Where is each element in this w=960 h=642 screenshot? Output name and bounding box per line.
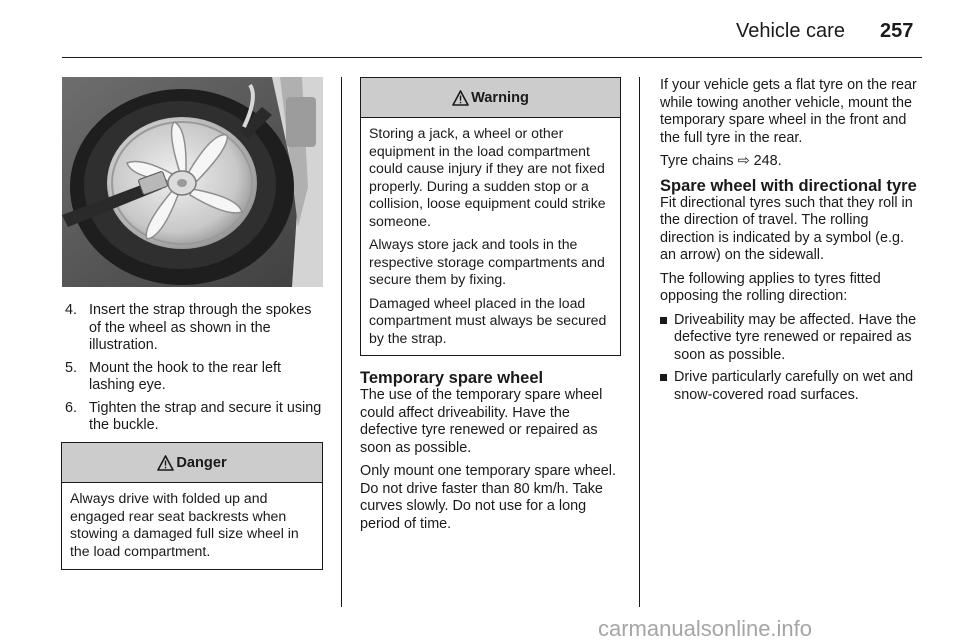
paragraph: Fit directional tyres such that they roll in the direction of travel. The rolling direction is indicated by a symbol (e.g. an arrow) on the sidewall. <box>660 194 913 263</box>
paragraph: The use of the temporary spare wheel could affect driveability. Have the defective tyre renewed or repaired as soon as possible. <box>360 387 603 456</box>
bullet-square-icon <box>660 374 667 381</box>
bullet-text: Drive particularly carefully on wet and snow-covered road surfaces. <box>674 369 914 403</box>
warning-triangle-icon <box>157 455 174 471</box>
list-item <box>62 302 324 355</box>
step-text: Mount the hook to the rear left lashing eye. <box>89 359 281 393</box>
warning-title: Warning <box>471 89 529 106</box>
list-item <box>660 369 922 404</box>
danger-text: Always drive with folded up and engaged rear seat backrests when stowing a damaged full size wheel in the load compartment. <box>70 490 299 559</box>
watermark: carmanualsonline.info <box>598 616 813 641</box>
cross-reference <box>660 153 922 171</box>
list-item <box>62 360 324 395</box>
spare-wheel-photo <box>62 77 323 287</box>
list-item <box>62 400 324 435</box>
paragraph: The following applies to tyres fitted opposing the rolling direction: <box>660 270 881 304</box>
bullet-list <box>660 312 922 405</box>
section-title: Vehicle care <box>736 20 845 42</box>
column-divider <box>341 77 342 607</box>
warning-paragraph: Damaged wheel placed in the load compartment must always be secured by the strap. <box>369 294 607 346</box>
page-header <box>0 0 960 60</box>
page-reference-icon: ⇨ <box>737 153 750 169</box>
danger-box <box>61 442 323 570</box>
right-column <box>660 77 922 409</box>
header-rule <box>62 57 922 58</box>
danger-title: Danger <box>176 454 227 471</box>
step-number: 6. <box>65 399 78 416</box>
step-number: 4. <box>65 302 78 318</box>
danger-body <box>62 483 322 560</box>
temporary-spare-section <box>360 369 624 539</box>
warning-paragraph: Always store jack and tools in the respective storage compartments and secure them by fixing. <box>369 236 605 287</box>
step-text: Tighten the strap and secure it using the buckle. <box>89 399 322 433</box>
spare-wheel-in-trunk-photo <box>62 77 323 287</box>
bullet-text: Driveability may be affected. Have the defective tyre renewed or repaired as soon as possible. <box>674 311 917 363</box>
column-divider <box>639 77 640 607</box>
warning-header <box>361 78 620 118</box>
bullet-square-icon <box>660 317 667 324</box>
step-text: Insert the strap through the spokes of the wheel as shown in the illustration. <box>89 302 312 353</box>
page-number: 257 <box>880 20 914 42</box>
reference-page[interactable]: 248. <box>753 153 782 169</box>
warning-paragraph: Storing a jack, a wheel or other equipment in the load compartment could cause injury if they are not fixed properly. During a sudden stop or a collision, loose equipment could strike someone. <box>369 125 606 229</box>
danger-header <box>62 443 322 483</box>
warning-body <box>361 118 620 347</box>
reference-label: Tyre chains <box>660 153 734 169</box>
paragraph: If your vehicle gets a flat tyre on the rear while towing another vehicle, mount the temporary spare wheel in the front and the full tyre in the rear. <box>660 77 917 146</box>
section-heading: Spare wheel with directional tyre <box>660 176 917 195</box>
list-item <box>660 312 922 365</box>
step-number: 5. <box>65 359 78 376</box>
warning-box <box>360 77 621 356</box>
section-heading: Temporary spare wheel <box>360 369 544 387</box>
paragraph: Only mount one temporary spare wheel. Do not drive faster than 80 km/h. Take curves slowly. Do not use for a long period of time. <box>360 463 616 532</box>
warning-triangle-icon <box>452 90 469 106</box>
instruction-steps <box>62 302 324 440</box>
